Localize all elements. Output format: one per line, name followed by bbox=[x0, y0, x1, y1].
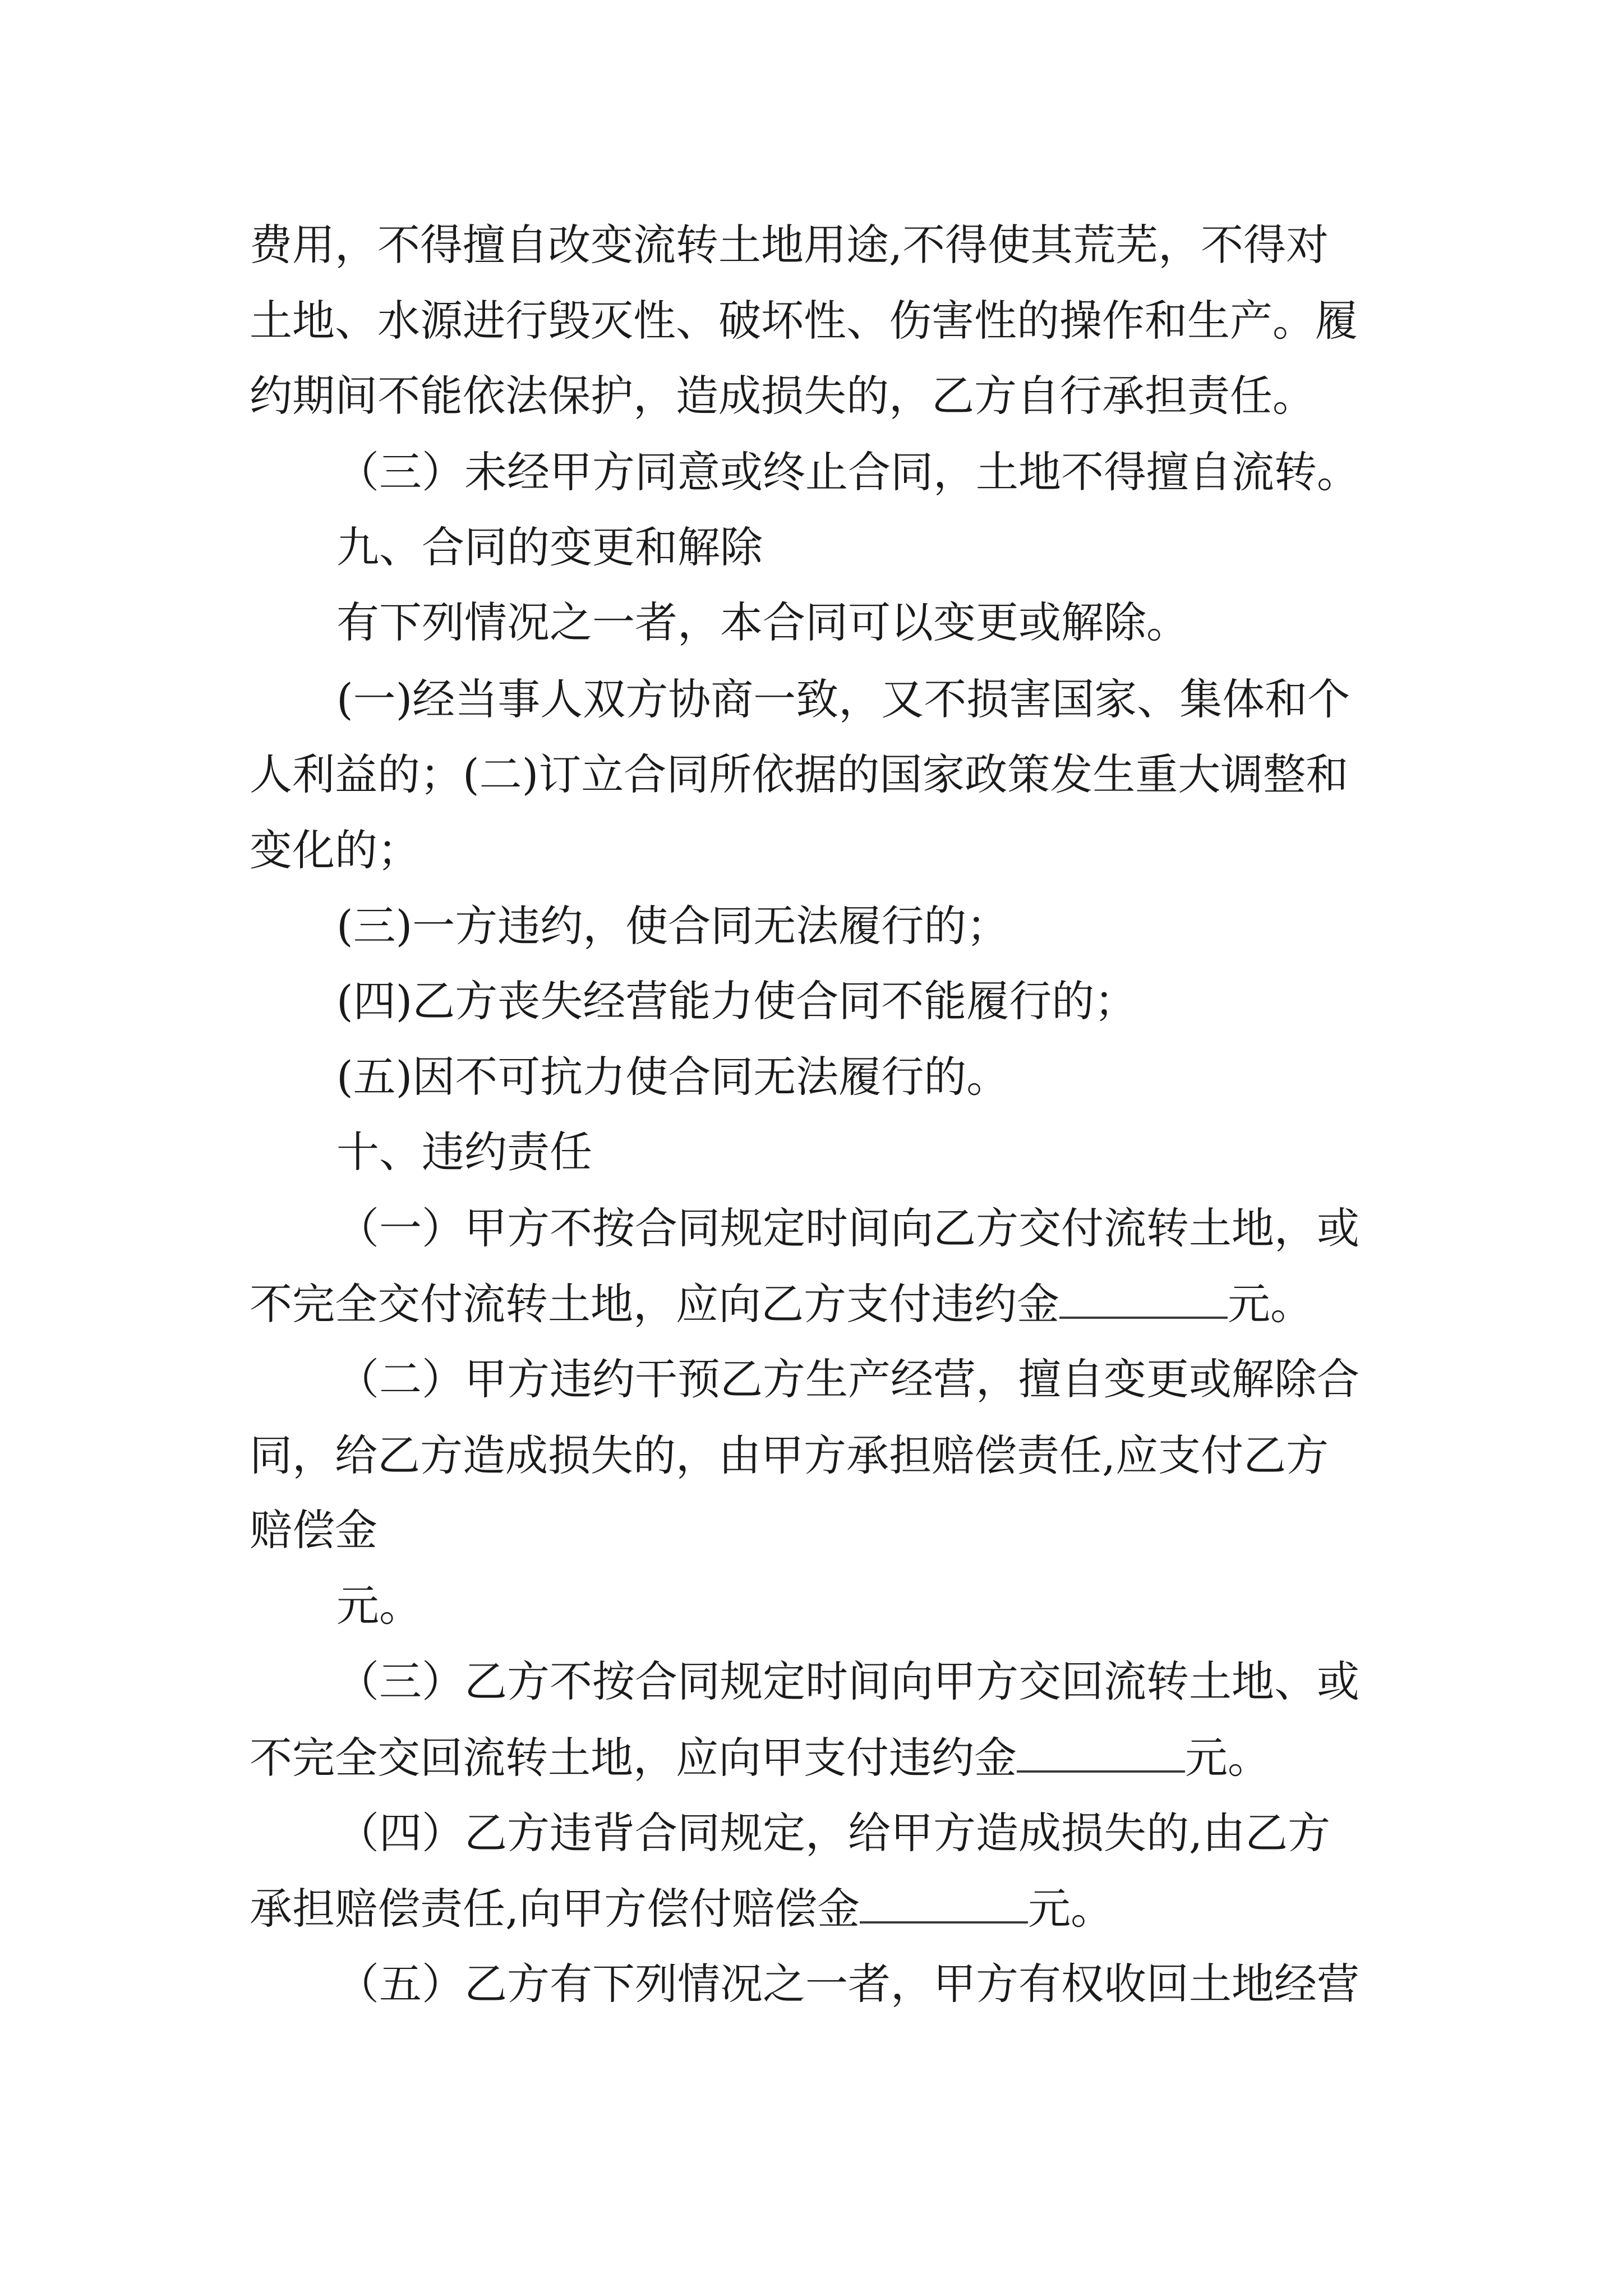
line-text: （四）乙方违背合同规定，给甲方造成损失的,由乙方 bbox=[336, 1808, 1331, 1858]
text-line bbox=[336, 671, 1388, 728]
text-line bbox=[336, 1956, 1388, 2012]
text-line bbox=[250, 1428, 1385, 1484]
text-line bbox=[336, 1351, 1388, 1407]
text-line bbox=[250, 368, 1385, 424]
line-text: (三)一方违约，使合同无法履行的； bbox=[336, 901, 1009, 951]
line-suffix: 元。 bbox=[1228, 1279, 1313, 1329]
line-text: 土地、水源进行毁灭性、破坏性、伤害性的操作和生产。履 bbox=[250, 296, 1358, 346]
line-suffix: 元。 bbox=[1028, 1884, 1114, 1934]
line-text: （二）甲方违约干预乙方生产经营，擅自变更或解除合 bbox=[336, 1354, 1359, 1404]
line-text: 费用，不得擅自改变流转土地用途,不得使其荒芜，不得对 bbox=[250, 220, 1329, 270]
line-text: 赔偿金 bbox=[250, 1505, 377, 1555]
text-line bbox=[250, 747, 1385, 803]
text-line bbox=[336, 898, 1388, 954]
heading-text: 九、合同的变更和解除 bbox=[336, 522, 763, 572]
line-text: 有下列情况之一者，本合同可以变更或解除。 bbox=[336, 597, 1189, 647]
line-text: 元。 bbox=[336, 1581, 422, 1631]
fill-in-blank[interactable] bbox=[860, 1883, 1028, 1924]
text-line bbox=[250, 217, 1385, 273]
line-text: 人利益的；(二)订立合同所依据的国家政策发生重大调整和 bbox=[250, 749, 1349, 799]
section-heading bbox=[336, 519, 1388, 576]
text-line bbox=[250, 1502, 1385, 1558]
fill-in-blank[interactable] bbox=[1017, 1732, 1185, 1773]
section-heading bbox=[336, 1124, 1388, 1180]
text-line bbox=[250, 1881, 1385, 1937]
line-suffix: 元。 bbox=[1185, 1733, 1270, 1783]
line-text: 同，给乙方造成损失的，由甲方承担赔偿责任,应支付乙方 bbox=[250, 1430, 1329, 1480]
line-text: （三）未经甲方同意或终止合同，土地不得擅自流转。 bbox=[336, 447, 1359, 497]
text-line bbox=[336, 973, 1388, 1029]
text-line bbox=[250, 1730, 1385, 1786]
line-text: 变化的； bbox=[250, 825, 420, 875]
text-line bbox=[336, 1049, 1388, 1105]
text-line bbox=[336, 444, 1388, 500]
text-line bbox=[250, 293, 1385, 349]
heading-text: 十、违约责任 bbox=[336, 1127, 592, 1177]
text-line bbox=[336, 1578, 1388, 1634]
line-text: (四)乙方丧失经营能力使合同不能履行的； bbox=[336, 976, 1137, 1026]
line-text: 不完全交回流转土地，应向甲支付违约金 bbox=[250, 1733, 1017, 1783]
line-text: (一)经当事人双方协商一致，又不损害国家、集体和个 bbox=[336, 674, 1350, 724]
line-text: 约期间不能依法保护，造成损失的，乙方自行承担责任。 bbox=[250, 371, 1315, 421]
line-text: (五)因不可抗力使合同无法履行的。 bbox=[336, 1052, 1009, 1102]
text-line bbox=[336, 1805, 1388, 1861]
text-line bbox=[336, 1654, 1388, 1710]
fill-in-blank[interactable] bbox=[1059, 1278, 1228, 1319]
line-text: 不完全交付流转土地，应向乙方支付违约金 bbox=[250, 1279, 1059, 1329]
text-line bbox=[336, 595, 1388, 651]
text-line bbox=[250, 822, 1385, 878]
text-line bbox=[250, 1276, 1385, 1332]
line-text: 承担赔偿责任,向甲方偿付赔偿金 bbox=[250, 1884, 860, 1934]
line-text: （一）甲方不按合同规定时间向乙方交付流转土地，或 bbox=[336, 1203, 1359, 1253]
line-text: （三）乙方不按合同规定时间向甲方交回流转土地、或 bbox=[336, 1657, 1359, 1706]
line-text: （五）乙方有下列情况之一者，甲方有权收回土地经营 bbox=[336, 1959, 1359, 2009]
text-line bbox=[336, 1200, 1388, 1257]
